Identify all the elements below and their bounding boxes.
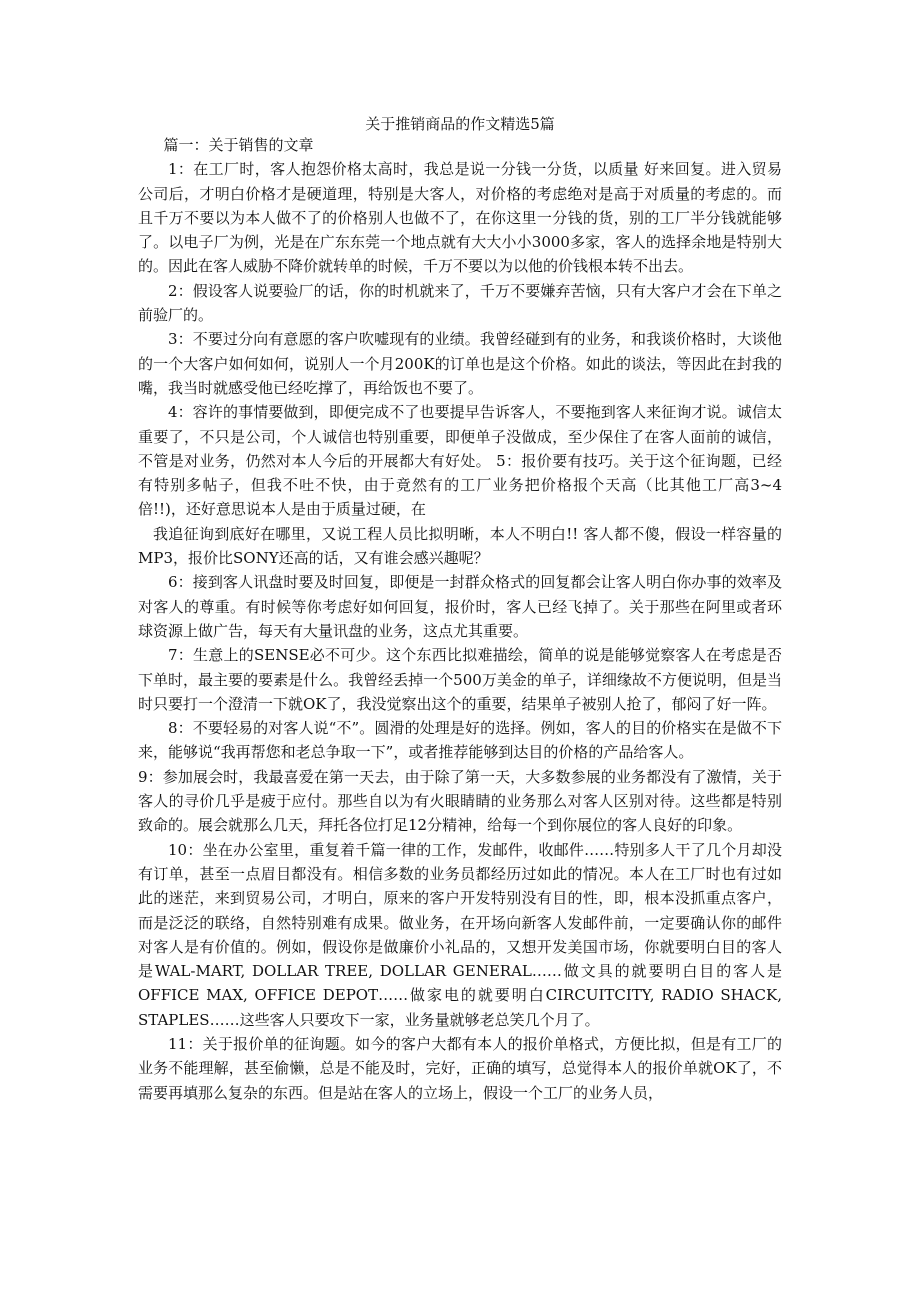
paragraph: 1：在工厂时，客人抱怨价格太高时，我总是说一分钱一分货，以质量 好来回复。进入贸易公司后，才明白价格才是硬道理，特别是大客人，对价格的考虑绝对是高于对质量的考虑的。而且千万不要以为本人做不了的价格别人也做不了，在你这里一分钱的货，别的工厂半分钱就能够了。以电子厂为例，光是在广东东莞一个地点就有大大小小3000多家，客人的选择余地是特别大的。因此在客人威胁不降价就转单的时候，千万不要以为以他的价钱根本转不出去。: [138, 160, 782, 276]
document-body: [138, 133, 782, 1105]
paragraph: 11：关于报价单的征询题。如今的客户大都有本人的报价单格式，方便比拟，但是有工厂的业务不能理解，甚至偷懒，总是不能及时，完好，正确的填写，总觉得本人的报价单就OK了，不需要再填那么复杂的东西。但是站在客人的立场上，假设一个工厂的业务人员，: [138, 1034, 782, 1102]
paragraph: 7：生意上的SENSE必不可少。这个东西比拟难描绘，简单的说是能够觉察客人在考虑是否下单时，最主要的要素是什么。我曾经丢掉一个500万美金的单子，详细缘故不方便说明，但是当时只要打一个澄清一下就OK了，我没觉察出这个的重要，结果单子被别人抢了，郁闷了好一阵。: [138, 646, 782, 713]
paragraph: 我追征询到底好在哪里，又说工程人员比拟明晰，本人不明白!! 客人都不傻，假设一样容量的MP3，报价比SONY还高的话，又有谁会感兴趣呢？: [138, 524, 782, 568]
paragraph: 10：坐在办公室里，重复着千篇一律的工作，发邮件，收邮件……特别多人干了几个月却没有订单，甚至一点眉目都没有。相信多数的业务员都经历过如此的情况。本人在工厂时也有过如此的迷茫，来到贸易公司，才明白，原来的客户开发特别没有目的性，即，根本没抓重点客户，而是泛泛的联络，自然特别难有成果。做业务，在开场向新客人发邮件前，一定要确认你的邮件对客人是有价值的。例如，假设你是做廉价小礼品的，又想开发美国市场，你就要明白目的客人是WAL-MART, DOLLAR TREE, DOLLAR GENERAL……做文具的就要明白目的客人是OFFICE MAX, OFFICE DEPOT……做家电的就要明白CIRCUITCITY, RADIO SHACK, STAPLES……这些客人只要攻下一家，业务量就够老总笑几个月了。: [138, 840, 782, 1029]
paragraph: 4：容许的事情要做到，即便完成不了也要提早告诉客人，不要拖到客人来征询才说。诚信太重要了，不只是公司，个人诚信也特别重要，即便单子没做成，至少保住了在客人面前的诚信，不管是对业务，仍然对本人今后的开展都大有好处。 5：报价要有技巧。关于这个征询题，已经有特别多帖子，但我不吐不快，由于竟然有的工厂业务把价格报个天高（比其他工厂高3~4倍!!)，还好意思说本人是由于质量过硬，在: [138, 403, 782, 519]
paragraph: 3：不要过分向有意愿的客户吹嘘现有的业绩。我曾经碰到有的业务，和我谈价格时，大谈他的一个大客户如何如何，说别人一个月200K的订单也是这个价格。如此的谈法，等因此在封我的嘴，我当时就感受他已经吃撑了，再给饭也不要了。: [138, 330, 782, 397]
document-title: 关于推销商品的作文精选5篇: [365, 115, 555, 133]
paragraph: 2：假设客人说要验厂的话，你的时机就来了，千万不要嫌弃苦恼，只有大客户才会在下单之前验厂的。: [138, 281, 782, 325]
paragraph: 9：参加展会时，我最喜爱在第一天去，由于除了第一天，大多数参展的业务都没有了激情，关于客人的寻价几乎是疲于应付。那些自以为有火眼睛睛的业务那么对客人区别对待。这些都是特别致命的。展会就那么几天，拜托各位打足12分精神，给每一个到你展位的客人良好的印象。: [138, 767, 782, 835]
paragraph: 8：不要轻易的对客人说“不”。圆滑的处理是好的选择。例如，客人的目的价格实在是做不下来，能够说“我再帮您和老总争取一下”，或者推荐能够到达目的价格的产品给客人。: [138, 719, 782, 762]
section-heading: 篇一：关于销售的文章: [163, 136, 314, 154]
paragraph: 6：接到客人讯盘时要及时回复，即便是一封群众格式的回复都会让客人明白你办事的效率及对客人的尊重。有时候等你考虑好如何回复，报价时，客人已经飞掉了。关于那些在阿里或者环球资源上做广告，每天有大量讯盘的业务，这点尤其重要。: [138, 573, 782, 640]
